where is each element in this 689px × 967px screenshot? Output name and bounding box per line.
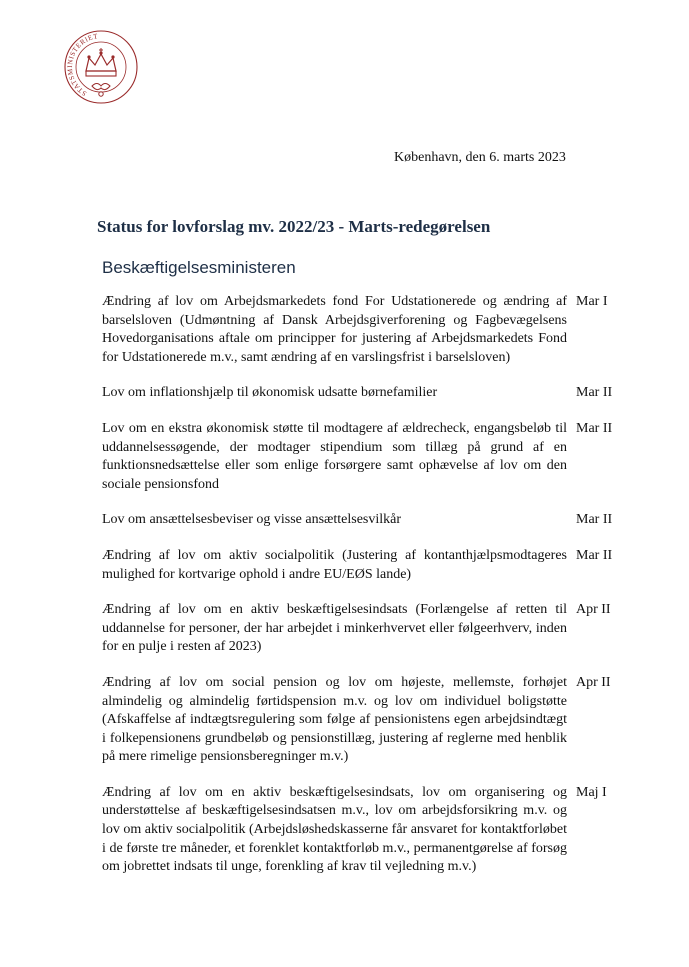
bill-list (102, 293, 622, 894)
letter-date: København, den 6. marts 2023 (394, 150, 566, 165)
bill-schedule: Mar II (576, 385, 613, 401)
bill-description: Ændring af lov om social pension og lov om højeste, mellemste, forhøjet almindelig og almindelig førtidspension m.v. og lov om individuel boligstøtte (Afskaffelse af indtægtsregulering som følge af pensionistens egen arbejdsindtægt i folkepensionens grundbeløb og pensionstillæg, justering af reglerne med henblik på mere rimelige pensionsberegninger m.v.) (102, 674, 567, 765)
bill-entry (102, 784, 622, 877)
bill-entry (102, 547, 622, 584)
crown-seal-icon (62, 26, 140, 108)
bill-entry (102, 674, 622, 767)
bill-description: Lov om inflationshjælp til økonomisk udsatte børnefamilier (102, 385, 438, 401)
bill-schedule: Maj I (576, 784, 607, 800)
bill-description: Lov om ansættelsesbeviser og visse ansættelsesvilkår (102, 512, 402, 528)
bill-entry (102, 384, 622, 403)
bill-schedule: Apr II (576, 674, 611, 690)
bill-entry (102, 420, 622, 494)
bill-description: Ændring af lov om en aktiv beskæftigelsesindsats (Forlængelse af retten til uddannelse for personer, der har arbejdet i minkerhvervet eller følgeerhverv, inden for en pulje i resten af 2023) (102, 602, 567, 655)
statsministeriet-seal-logo (62, 26, 140, 108)
bill-description: Ændring af lov om aktiv socialpolitik (Justering af kontanthjælpsmodtageres mulighed for kortvarige ophold i andre EU/EØS lande) (102, 547, 567, 582)
bill-schedule: Mar II (576, 547, 613, 563)
bill-schedule: Mar I (576, 294, 608, 309)
bill-description: Ændring af lov om en aktiv beskæftigelsesindsats, lov om organisering og understøttelse af beskæftigelsesindsatsen m.v., lov om arbejdsforsikring m.v. og lov om aktiv socialpolitik (Arbejdsløshedskasserne får ansvaret for kontaktforløbet i de første tre måneder, et forenklet kontaktforløb m.v., permanentgørelse af forsøg om jobrettet indsats til unge, forenkling af krav til vejledning m.v.) (102, 784, 567, 875)
bill-schedule: Mar II (576, 512, 613, 528)
seal-text: STATSMINISTERIET (65, 32, 99, 98)
bill-schedule: Mar II (576, 420, 613, 436)
bill-entry (102, 293, 622, 367)
bill-schedule: Apr II (576, 602, 611, 618)
bill-entry (102, 511, 622, 530)
ministry-heading: Beskæftigelsesministeren (102, 258, 296, 277)
bill-entry (102, 601, 622, 657)
bill-description: Lov om en ekstra økonomisk støtte til modtagere af ældrecheck, engangsbeløb til uddannelsessøgende, der modtager stipendium som tillæg på grund af en funktionsnedsættelse eller som enlige forsørgere samt ophævelse af lov om den sociale pensionsfond (102, 420, 567, 492)
document-title: Status for lovforslag mv. 2022/23 - Marts-redegørelsen (97, 217, 491, 236)
bill-description: Ændring af lov om Arbejdsmarkedets fond For Udstationerede og ændring af barselsloven (Udmøntning af Dansk Arbejdsgiverforening og Fagbevægelsens Hovedorganisations aftale om principper for justering af Arbejdsmarkedets Fond for Udstationerede m.v., samt ændring af en varslingsfrist i barselsloven) (102, 294, 567, 365)
